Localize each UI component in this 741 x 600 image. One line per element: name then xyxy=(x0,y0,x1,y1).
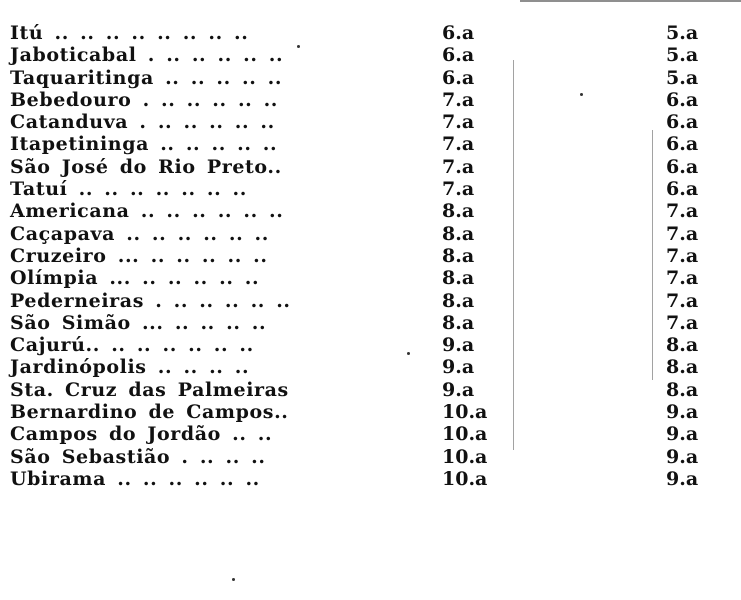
rank-column-a: 7.a xyxy=(442,88,475,111)
city-name: Itú .. .. .. .. .. .. .. .. xyxy=(10,22,249,44)
rank-column-a: 6.a xyxy=(442,22,475,44)
rank-column-a: 7.a xyxy=(442,111,475,134)
table-row xyxy=(10,223,730,245)
city-name: Bebedouro . .. .. .. .. .. xyxy=(10,88,279,111)
rank-column-a: 7.a xyxy=(442,133,475,156)
table-row xyxy=(10,468,730,490)
city-name: Catanduva . .. .. .. .. .. xyxy=(10,111,275,134)
rank-column-a: 6.a xyxy=(442,44,475,67)
rank-column-b: 7.a xyxy=(666,222,699,245)
rank-column-a: 10.a xyxy=(442,467,488,490)
rank-column-b: 6.a xyxy=(666,111,699,134)
rank-column-a: 8.a xyxy=(442,267,475,290)
table-row xyxy=(10,401,730,423)
rank-column-b: 5.a xyxy=(666,66,699,89)
rank-column-a: 7.a xyxy=(442,178,475,201)
city-name: Itapetininga .. .. .. .. .. xyxy=(10,133,278,156)
city-name: Jardinópolis .. .. .. .. xyxy=(10,356,250,379)
city-name: Tatuí .. .. .. .. .. .. .. xyxy=(10,178,247,201)
rank-column-a: 8.a xyxy=(442,222,475,245)
table-row xyxy=(10,446,730,468)
table-row xyxy=(10,379,730,401)
table-row xyxy=(10,111,730,133)
rank-column-b: 8.a xyxy=(666,378,699,401)
table-row xyxy=(10,178,730,200)
table-row xyxy=(10,356,730,378)
top-rule xyxy=(520,0,741,5)
rank-column-b: 9.a xyxy=(666,401,699,424)
rank-column-a: 6.a xyxy=(442,66,475,89)
rank-column-a: 8.a xyxy=(442,289,475,312)
rank-column-a: 10.a xyxy=(442,445,488,468)
city-name: Pederneiras . .. .. .. .. .. xyxy=(10,289,291,312)
ink-speck xyxy=(232,578,235,581)
rank-column-b: 6.a xyxy=(666,88,699,111)
rank-column-b: 6.a xyxy=(666,155,699,178)
table-row xyxy=(10,290,730,312)
city-name: Olímpia ... .. .. .. .. .. xyxy=(10,267,260,290)
table-row xyxy=(10,245,730,267)
table-row xyxy=(10,312,730,334)
rank-column-b: 8.a xyxy=(666,334,699,357)
table-row xyxy=(10,156,730,178)
city-name: Cruzeiro ... .. .. .. .. .. xyxy=(10,244,268,267)
table-row xyxy=(10,334,730,356)
rank-column-b: 7.a xyxy=(666,200,699,223)
table-row xyxy=(10,44,730,66)
rank-column-a: 8.a xyxy=(442,311,475,334)
rank-column-b: 9.a xyxy=(666,423,699,446)
rank-column-b: 7.a xyxy=(666,267,699,290)
city-name: Taquaritinga .. .. .. .. .. xyxy=(10,66,283,89)
rank-column-a: 9.a xyxy=(442,356,475,379)
table-row xyxy=(10,89,730,111)
city-name: Ubirama .. .. .. .. .. .. xyxy=(10,467,260,490)
city-name: Jaboticabal . .. .. .. .. .. xyxy=(10,44,284,67)
rank-column-a: 10.a xyxy=(442,401,488,424)
rank-column-a: 8.a xyxy=(442,200,475,223)
city-name: Campos do Jordão .. .. xyxy=(10,423,273,446)
rank-column-b: 6.a xyxy=(666,133,699,156)
table-row xyxy=(10,267,730,289)
table-row xyxy=(10,423,730,445)
city-name: São Simão ... .. .. .. .. xyxy=(10,311,267,334)
city-name: São Sebastião . .. .. .. xyxy=(10,445,266,468)
rank-column-b: 9.a xyxy=(666,445,699,468)
city-name: Cajurú.. .. .. .. .. .. .. xyxy=(10,334,254,357)
city-name: Caçapava .. .. .. .. .. .. xyxy=(10,222,269,245)
rank-column-a: 7.a xyxy=(442,155,475,178)
table-row xyxy=(10,200,730,222)
rank-column-b: 7.a xyxy=(666,244,699,267)
rank-column-b: 5.a xyxy=(666,44,699,67)
rank-column-b: 8.a xyxy=(666,356,699,379)
rank-column-b: 5.a xyxy=(666,22,699,44)
rank-column-b: 7.a xyxy=(666,289,699,312)
table-row xyxy=(10,67,730,89)
city-name: São José do Rio Preto.. xyxy=(10,155,282,178)
city-name: Sta. Cruz das Palmeiras xyxy=(10,378,289,401)
rank-column-a: 9.a xyxy=(442,334,475,357)
table-row xyxy=(10,133,730,155)
city-name: Americana .. .. .. .. .. .. xyxy=(10,200,284,223)
city-rank-table xyxy=(10,22,730,490)
rank-column-b: 9.a xyxy=(666,467,699,490)
rank-column-b: 6.a xyxy=(666,178,699,201)
rank-column-a: 9.a xyxy=(442,378,475,401)
rank-column-a: 10.a xyxy=(442,423,488,446)
rank-column-a: 8.a xyxy=(442,244,475,267)
table-row xyxy=(10,22,730,44)
rank-column-b: 7.a xyxy=(666,311,699,334)
city-name: Bernardino de Campos.. xyxy=(10,401,289,424)
